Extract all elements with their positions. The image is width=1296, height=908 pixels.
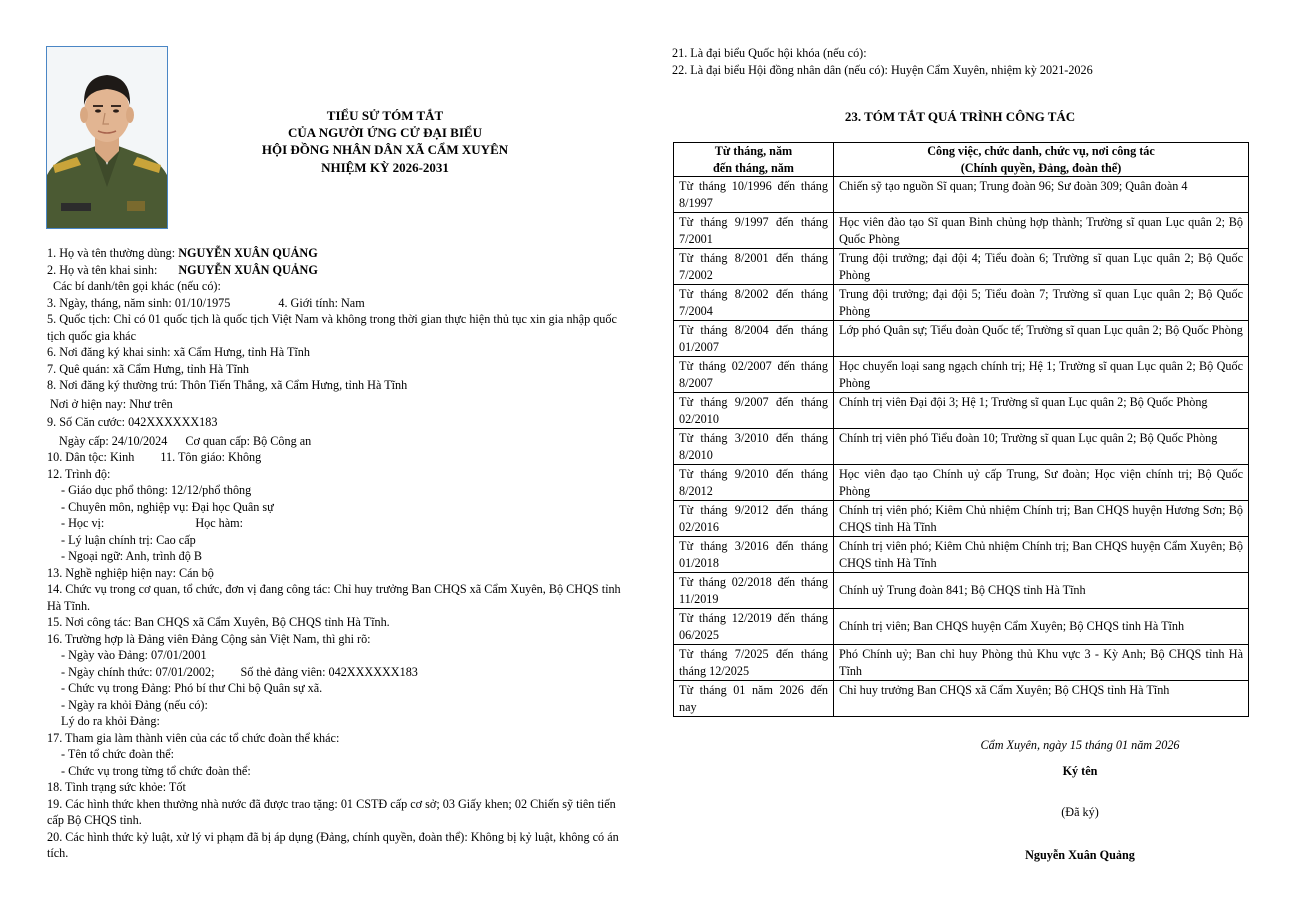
row-period: Từ tháng 3/2016 đến tháng 01/2018 <box>674 537 834 573</box>
delegate-history <box>672 45 1252 78</box>
row-job: Chính trị viên; Ban CHQS huyện Cẩm Xuyên; Bộ CHQS tỉnh Hà Tĩnh <box>834 609 1249 645</box>
field-professional: - Chuyên môn, nghiệp vụ: Đại học Quân sự <box>61 499 274 514</box>
table-row <box>674 465 1249 501</box>
field-id-number: 9. Số Căn cước: 042XXXXXX183 <box>47 415 218 429</box>
table-row <box>674 321 1249 357</box>
field-birth-name: 2. Họ và tên khai sinh: NGUYỄN XUÂN QUẢNG <box>47 262 318 277</box>
field-common-name: 1. Họ và tên thường dùng: NGUYỄN XUÂN QUẢNG <box>47 246 318 260</box>
row-job: Chính trị viên phó Tiểu đoàn 10; Trường sĩ quan Lục quân 2; Bộ Quốc Phòng <box>834 429 1249 465</box>
table-row <box>674 249 1249 285</box>
field-foreign-language: - Ngoại ngữ: Anh, trình độ B <box>61 549 203 563</box>
row-period: Từ tháng 8/2004 đến tháng 01/2007 <box>674 321 834 357</box>
table-row <box>674 573 1249 609</box>
biography-section <box>47 245 629 862</box>
header-period: Từ tháng, năm đến tháng, năm <box>674 143 834 177</box>
field-hometown: 7. Quê quán: xã Cẩm Hưng, tỉnh Hà Tĩnh <box>47 361 250 376</box>
table-row <box>674 177 1249 213</box>
row-period: Từ tháng 8/2002 đến tháng 7/2004 <box>674 285 834 321</box>
row-period: Từ tháng 9/2007 đến tháng 02/2010 <box>674 393 834 429</box>
field-degree-title: - Học vị: Học hàm: <box>61 516 244 530</box>
field-workplace: 15. Nơi công tác: Ban CHQS xã Cẩm Xuyên, Bộ CHQS tỉnh Hà Tĩnh. <box>47 615 390 629</box>
career-table-header <box>674 143 1249 177</box>
birth-name-value: NGUYỄN XUÂN QUẢNG <box>178 262 318 277</box>
field-party-leave-reason: Lý do ra khỏi Đảng: <box>61 714 160 728</box>
field-ethnicity-religion: 10. Dân tộc: Kinh 11. Tôn giáo: Không <box>47 450 262 464</box>
field-peoples-council: 22. Là đại biểu Hội đồng nhân dân (nếu có): Huyện Cẩm Xuyên, nhiệm kỳ 2021-2026 <box>672 62 1093 77</box>
signature-label: Ký tên <box>1062 764 1098 778</box>
row-job: Chiến sỹ tạo nguồn Sĩ quan; Trung đoàn 96; Sư đoàn 309; Quân đoàn 4 <box>834 177 1249 213</box>
row-job: Học viên đào tạo Sĩ quan Binh chủng hợp thành; Trường sĩ quan Lục quân 2; Bộ Quốc Phòng <box>834 213 1249 249</box>
field-nationality: 5. Quốc tịch: Chỉ có 01 quốc tịch là quốc tịch Việt Nam và không trong thời gian thực hiện thủ tục xin gia nhập quốc tịch quốc gia khác <box>47 312 617 343</box>
row-period: Từ tháng 01 năm 2026 đến nay <box>674 681 834 717</box>
common-name-value: NGUYỄN XUÂN QUẢNG <box>178 246 318 260</box>
field-position: 14. Chức vụ trong cơ quan, tổ chức, đơn vị đang công tác: Chỉ huy trưởng Ban CHQS xã Cẩm Xuyên, Bộ CHQS tỉnh Hà Tĩnh. <box>47 582 621 613</box>
title-line-1: TIỂU SỬ TÓM TẮT <box>326 108 444 123</box>
row-job: Chính trị viên phó; Kiêm Chủ nhiệm Chính trị; Ban CHQS huyện Cẩm Xuyên; Bộ CHQS tỉnh Hà Tĩnh <box>834 537 1249 573</box>
document-title <box>200 107 570 176</box>
row-period: Từ tháng 12/2019 đến tháng 06/2025 <box>674 609 834 645</box>
table-row <box>674 429 1249 465</box>
row-job: Chỉ huy trưởng Ban CHQS xã Cẩm Xuyên; Bộ CHQS tỉnh Hà Tĩnh <box>834 681 1249 717</box>
table-row <box>674 537 1249 573</box>
row-job: Học chuyển loại sang ngạch chính trị; Hệ 1; Trường sĩ quan Lục quân 2; Bộ Quốc Phòng <box>834 357 1249 393</box>
field-general-education: - Giáo dục phổ thông: 12/12/phổ thông <box>61 483 252 497</box>
career-section-title: 23. TÓM TẮT QUÁ TRÌNH CÔNG TÁC <box>844 109 1076 124</box>
row-period: Từ tháng 9/1997 đến tháng 7/2001 <box>674 213 834 249</box>
field-permanent-residence: 8. Nơi đăng ký thường trú: Thôn Tiến Thắng, xã Cẩm Hưng, tỉnh Hà Tĩnh <box>47 378 408 392</box>
field-birth-registration: 6. Nơi đăng ký khai sinh: xã Cẩm Hưng, tỉnh Hà Tĩnh <box>47 345 310 359</box>
row-period: Từ tháng 10/1996 đến tháng 8/1997 <box>674 177 834 213</box>
row-job: Trung đội trưởng; đại đội 5; Tiểu đoàn 7; Trường sĩ quan Lục quân 2; Bộ Quốc Phòng <box>834 285 1249 321</box>
row-job: Chính trị viên phó; Kiêm Chủ nhiệm Chính trị; Ban CHQS huyện Hương Sơn; Bộ CHQS tỉnh Hà Tĩnh <box>834 501 1249 537</box>
row-job: Chính trị viên Đại đội 3; Hệ 1; Trường sĩ quan Lục quân 2; Bộ Quốc Phòng <box>834 393 1249 429</box>
row-job: Trung đội trưởng; đại đội 4; Tiểu đoàn 6; Trường sĩ quan Lục quân 2; Bộ Quốc Phòng <box>834 249 1249 285</box>
field-party-position: - Chức vụ trong Đảng: Phó bí thư Chi bộ Quân sự xã. <box>61 681 323 695</box>
title-line-4: NHIỆM KỲ 2026-2031 <box>321 159 449 175</box>
field-organization-position: - Chức vụ trong từng tổ chức đoàn thể: <box>61 763 251 778</box>
field-party-heading: 16. Trường hợp là Đảng viên Đảng Cộng sản Việt Nam, thì ghi rõ: <box>47 631 371 646</box>
table-row <box>674 501 1249 537</box>
field-id-issue: Ngày cấp: 24/10/2024 Cơ quan cấp: Bộ Công an <box>59 433 312 448</box>
field-organizations-heading: 17. Tham gia làm thành viên của các tổ chức đoàn thể khác: <box>47 730 340 745</box>
signature-name: Nguyễn Xuân Quảng <box>1025 848 1135 862</box>
field-political-theory: - Lý luận chính trị: Cao cấp <box>61 532 196 547</box>
table-row <box>674 357 1249 393</box>
row-job: Chính uỷ Trung đoàn 841; Bộ CHQS tỉnh Hà Tĩnh <box>834 573 1249 609</box>
row-period: Từ tháng 8/2001 đến tháng 7/2002 <box>674 249 834 285</box>
signature-place-date: Cẩm Xuyên, ngày 15 tháng 01 năm 2026 <box>980 738 1180 752</box>
field-awards: 19. Các hình thức khen thưởng nhà nước đã được trao tặng: 01 CSTĐ cấp cơ sở; 03 Giấy khen; 02 Chiến sỹ tiên tiến cấp Bộ CHQS tỉnh. <box>47 796 616 827</box>
table-row <box>674 393 1249 429</box>
table-row <box>674 285 1249 321</box>
career-table <box>673 142 1249 717</box>
field-party-official: - Ngày chính thức: 07/01/2002; Số thẻ đảng viên: 042XXXXXX183 <box>61 664 418 679</box>
row-period: Từ tháng 3/2010 đến tháng 8/2010 <box>674 429 834 465</box>
field-party-join-date: - Ngày vào Đảng: 07/01/2001 <box>61 648 207 662</box>
header-job: Công việc, chức danh, chức vụ, nơi công tác (Chính quyền, Đảng, đoàn thể) <box>834 143 1249 177</box>
candidate-portrait-photo <box>46 46 168 229</box>
field-dob-gender: 3. Ngày, tháng, năm sinh: 01/10/1975 4. Giới tính: Nam <box>47 295 365 310</box>
title-line-2: CỦA NGƯỜI ỨNG CỬ ĐẠI BIỂU <box>288 125 482 141</box>
field-occupation: 13. Nghề nghiệp hiện nay: Cán bộ <box>47 565 214 580</box>
field-current-residence: Nơi ở hiện nay: Như trên <box>50 396 173 411</box>
field-aliases: Các bí danh/tên gọi khác (nếu có): <box>53 279 221 293</box>
row-job: Học viên đạo tạo Chính uỷ cấp Trung, Sư đoàn; Học viện chính trị; Bộ Quốc Phòng <box>834 465 1249 501</box>
row-job: Lớp phó Quân sự; Tiểu đoàn Quốc tế; Trường sĩ quan Lục quân 2; Bộ Quốc Phòng <box>834 321 1249 357</box>
field-party-leave-date: - Ngày ra khỏi Đảng (nếu có): <box>61 697 208 712</box>
title-line-3: HỘI ĐỒNG NHÂN DÂN XÃ CẨM XUYÊN <box>261 142 509 158</box>
row-job: Phó Chính uỷ; Ban chỉ huy Phòng thủ Khu vực 3 - Kỳ Anh; Bộ CHQS tỉnh Hà Tĩnh <box>834 645 1249 681</box>
row-period: Từ tháng 7/2025 đến tháng tháng 12/2025 <box>674 645 834 681</box>
table-row <box>674 645 1249 681</box>
table-row <box>674 681 1249 717</box>
row-period: Từ tháng 02/2018 đến tháng 11/2019 <box>674 573 834 609</box>
table-row <box>674 213 1249 249</box>
field-organization-name: - Tên tổ chức đoàn thể: <box>61 747 174 761</box>
signature-note: (Đã ký) <box>1061 805 1099 819</box>
field-national-assembly: 21. Là đại biểu Quốc hội khóa (nếu có): <box>672 46 867 60</box>
table-row <box>674 609 1249 645</box>
row-period: Từ tháng 9/2010 đến tháng 8/2012 <box>674 465 834 501</box>
field-education-heading: 12. Trình độ: <box>47 466 111 481</box>
portrait-image <box>47 47 167 228</box>
row-period: Từ tháng 9/2012 đến tháng 02/2016 <box>674 501 834 537</box>
field-health: 18. Tình trạng sức khỏe: Tốt <box>47 780 186 794</box>
row-period: Từ tháng 02/2007 đến tháng 8/2007 <box>674 357 834 393</box>
field-discipline: 20. Các hình thức kỷ luật, xử lý vi phạm đã bị áp dụng (Đảng, chính quyền, đoàn thể): Không bị kỷ luật, không có án tích. <box>47 829 619 860</box>
